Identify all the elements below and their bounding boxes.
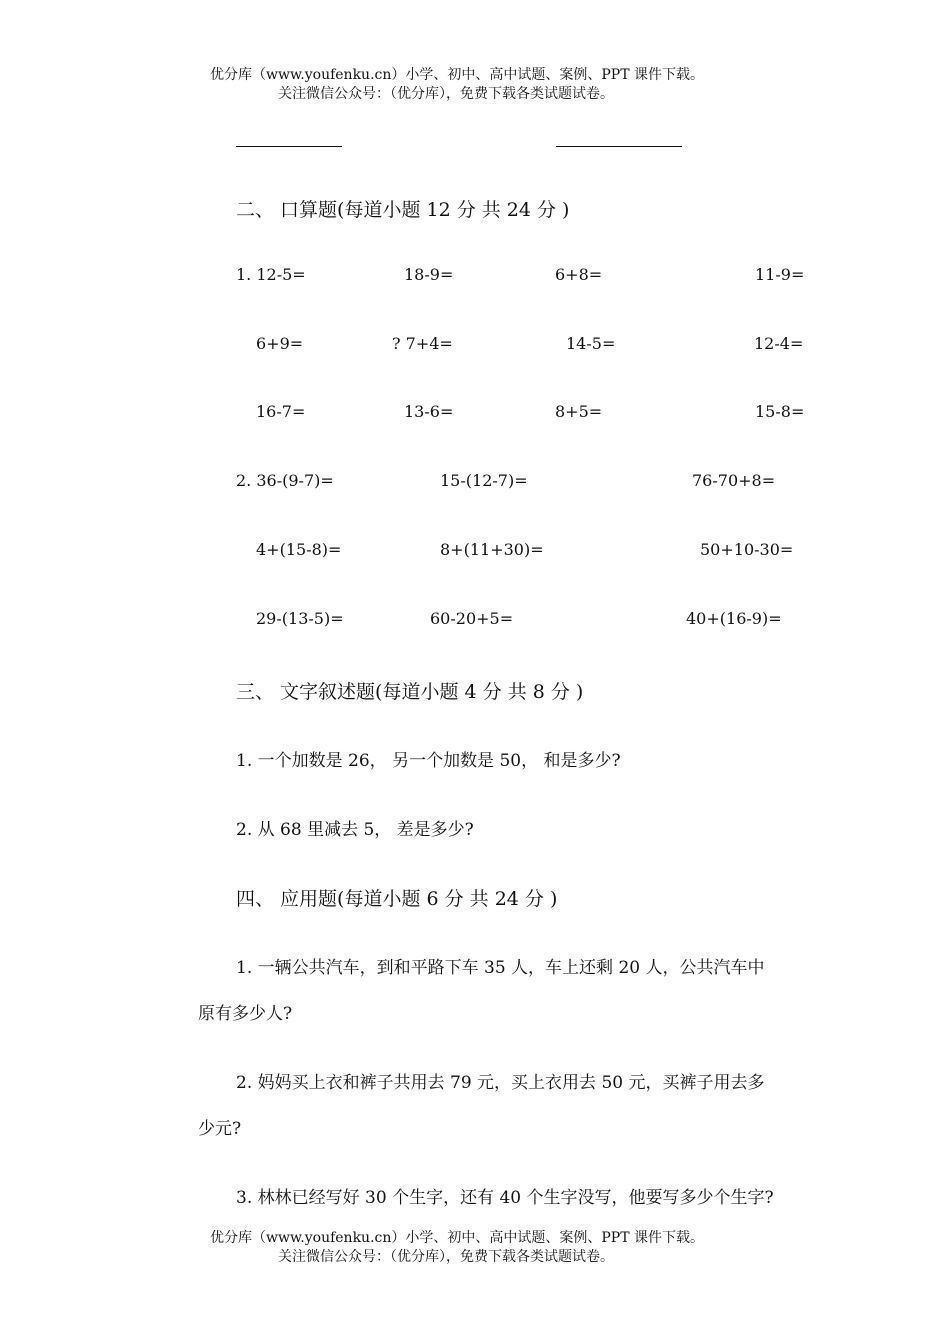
word-question: 1. 一个加数是 26， 另一个加数是 50， 和是多少? <box>236 751 621 771</box>
word-question: 2. 从 68 里减去 5， 差是多少? <box>236 820 474 840</box>
calc-item: 18-9= <box>404 265 454 284</box>
section-title-application: 四、 应用题(每道小题 6 分 共 24 分 ) <box>236 888 558 910</box>
calc-item: 14-5= <box>566 334 616 353</box>
calc-item: 13-6= <box>404 402 454 421</box>
calc-item: 6+8= <box>555 265 603 284</box>
calc-item: 1. 12-5= <box>236 265 306 284</box>
calc-item: 2. 36-(9-7)= <box>236 471 334 490</box>
calc-item: 16-7= <box>256 402 306 421</box>
application-question-line: 少元? <box>198 1119 242 1139</box>
calc-item: 40+(16-9)= <box>686 609 782 628</box>
calc-item: ? 7+4= <box>392 334 453 353</box>
application-question-line: 3. 林林已经写好 30 个生字，还有 40 个生字没写，他要写多少个生字? <box>236 1188 774 1208</box>
application-question-line: 1. 一辆公共汽车，到和平路下车 35 人，车上还剩 20 人，公共汽车中 <box>236 958 765 978</box>
footer-line-2: 关注微信公众号：（优分库），免费下载各类试题试卷。 <box>278 1249 614 1265</box>
calc-item: 29-(13-5)= <box>256 609 344 628</box>
calc-item: 15-8= <box>755 402 805 421</box>
answer-blank-line <box>236 146 342 147</box>
section-title-oral-calc: 二、 口算题(每道小题 12 分 共 24 分 ) <box>236 199 570 221</box>
calc-item: 15-(12-7)= <box>440 471 528 490</box>
answer-blank-line <box>556 146 682 147</box>
application-question-line: 原有多少人? <box>198 1004 293 1024</box>
footer-line-1: 优分库（www.youfenku.cn）小学、初中、高中试题、案例、PPT 课件下载。 <box>210 1230 705 1246</box>
application-question-line: 2. 妈妈买上衣和裤子共用去 79 元，买上衣用去 50 元，买裤子用去多 <box>236 1073 765 1093</box>
calc-item: 60-20+5= <box>430 609 514 628</box>
calc-item: 76-70+8= <box>692 471 776 490</box>
calc-item: 8+5= <box>555 402 603 421</box>
calc-item: 50+10-30= <box>700 540 794 559</box>
calc-item: 11-9= <box>755 265 805 284</box>
header-line-2: 关注微信公众号：（优分库），免费下载各类试题试卷。 <box>278 86 614 102</box>
calc-item: 12-4= <box>754 334 804 353</box>
section-title-word-problems: 三、 文字叙述题(每道小题 4 分 共 8 分 ) <box>236 681 584 703</box>
calc-item: 8+(11+30)= <box>440 540 544 559</box>
calc-item: 4+(15-8)= <box>256 540 342 559</box>
header-line-1: 优分库（www.youfenku.cn）小学、初中、高中试题、案例、PPT 课件下载。 <box>210 67 705 83</box>
calc-item: 6+9= <box>256 334 304 353</box>
